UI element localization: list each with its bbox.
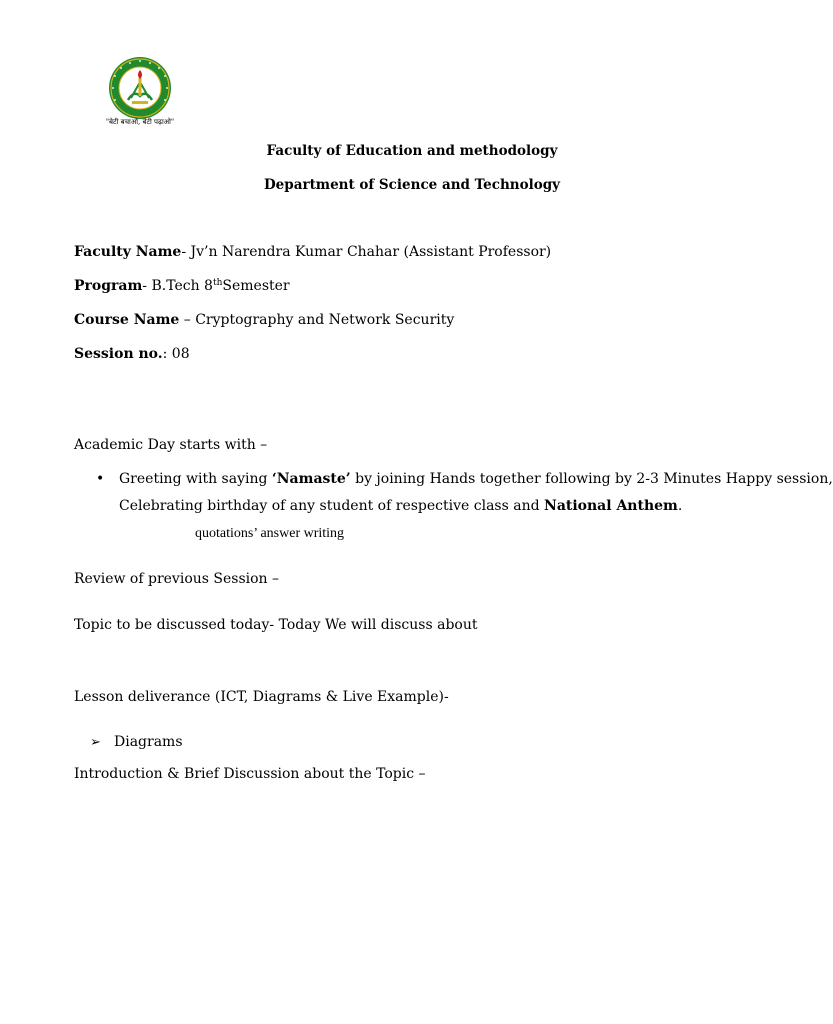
intro-text: Introduction & Brief Discussion about the Topic – xyxy=(74,766,426,782)
session-label: Session no. xyxy=(74,346,163,362)
logo-tagline: "बेटी बचाओ, बेटी पढ़ाओ" xyxy=(105,118,175,126)
program-sup: th xyxy=(212,278,223,288)
diagrams-item: Diagrams xyxy=(114,734,183,750)
faculty-name-line xyxy=(74,244,551,260)
bullet-line-1 xyxy=(119,471,833,487)
bullet-1-post: by joining Hands together following by 2-3 Minutes Happy session, xyxy=(350,471,833,487)
bullet-line-2 xyxy=(119,498,682,514)
faculty-heading: Faculty of Education and methodology xyxy=(266,143,558,159)
course-line xyxy=(74,312,454,328)
course-label: Course Name xyxy=(74,312,180,328)
lesson-text: Lesson deliverance (ICT, Diagrams & Live Example)- xyxy=(74,689,449,705)
faculty-name-label: Faculty Name xyxy=(74,244,182,260)
program-label: Program xyxy=(74,278,143,294)
bullet-2-bold: National Anthem xyxy=(544,498,678,514)
session-value: : 08 xyxy=(162,346,190,362)
program-value: - B.Tech 8 xyxy=(142,278,213,294)
program-line xyxy=(74,278,290,294)
academic-day-text: Academic Day starts with – xyxy=(74,437,268,453)
university-logo xyxy=(98,56,182,132)
topic-text: Topic to be discussed today- Today We will discuss about xyxy=(74,617,478,633)
session-line xyxy=(74,346,190,362)
course-value: – Cryptography and Network Security xyxy=(179,312,455,328)
arrow-bullet-icon: ➢ xyxy=(90,735,101,750)
quotations-text: quotations’ answer writing xyxy=(195,526,345,541)
bullet-2-pre: Celebrating birthday of any student of respective class and xyxy=(119,498,545,514)
faculty-name-value: - Jv’n Narendra Kumar Chahar (Assistant Professor) xyxy=(181,244,552,260)
bullet-dot-icon: • xyxy=(96,471,105,487)
bullet-2-post: . xyxy=(677,498,683,514)
bullet-1-pre: Greeting with saying xyxy=(119,471,272,487)
bullet-1-namaste: ‘Namaste’ xyxy=(271,471,351,487)
review-text: Review of previous Session – xyxy=(74,571,280,587)
department-heading: Department of Science and Technology xyxy=(263,177,561,193)
program-semester: Semester xyxy=(222,278,290,294)
